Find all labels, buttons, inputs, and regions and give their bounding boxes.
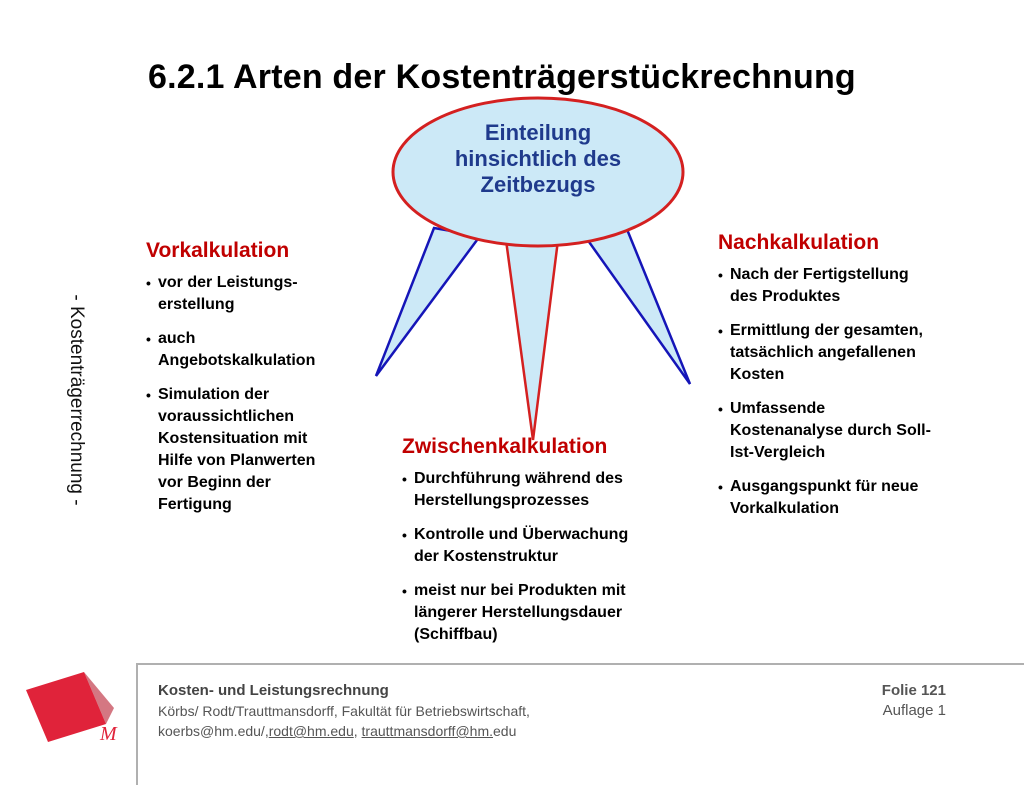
slide-number: Folie 121 xyxy=(881,682,946,699)
zwischenkalkulation-heading: Zwischenkalkulation xyxy=(402,435,608,458)
spike-nachkalkulation xyxy=(582,222,690,384)
edition-label: Auflage 1 xyxy=(882,702,946,719)
list-item: • Durchführung während des Herstellungsprozesses xyxy=(402,468,702,512)
center-ellipse-text: Einteilung hinsichtlich des Zeitbezugs xyxy=(454,120,622,197)
list-item: • Kontrolle und Überwachung der Kostenstruktur xyxy=(402,524,702,568)
hm-logo-icon xyxy=(20,668,130,748)
list-item: • Ermittlung der gesamten, tatsächlich angefallenen Kosten xyxy=(718,320,998,386)
list-item: • vor der Leistungs- erstellung xyxy=(146,272,366,316)
list-item: • Umfassende Kostenanalyse durch Soll- Ist-Vergleich xyxy=(718,398,998,464)
footer-emails xyxy=(158,721,530,741)
footer-email-koerbs: koerbs@hm.edu/, xyxy=(158,723,269,739)
footer-email-rodt-link[interactable]: rodt@hm.edu xyxy=(268,723,354,739)
vorkalkulation-block xyxy=(146,238,366,528)
side-label: - Kostenträgerrechnung - xyxy=(66,294,87,506)
list-item: • Ausgangspunkt für neue Vorkalkulation xyxy=(718,476,998,520)
list-item: • auch Angebotskalkulation xyxy=(146,328,366,372)
footer-email-suffix: edu xyxy=(493,723,517,739)
page-title: 6.2.1 Arten der Kostenträgerstückrechnung xyxy=(148,58,856,96)
zwischenkalkulation-block xyxy=(402,434,702,658)
spike-vorkalkulation xyxy=(376,228,480,376)
logo-letter: M xyxy=(100,723,117,745)
list-item: • Simulation der voraussichtlichen Kostensituation mit Hilfe von Planwerten vor Beginn der Fertigung xyxy=(146,384,366,516)
spike-zwischenkalkulation xyxy=(506,240,558,440)
vorkalkulation-list xyxy=(146,272,366,516)
footer-course: Kosten- und Leistungsrechnung xyxy=(158,682,389,699)
footer-email-trauttmansdorff-link[interactable]: trauttmansdorff@hm. xyxy=(361,723,493,739)
nachkalkulation-list xyxy=(718,264,998,520)
list-item: • Nach der Fertigstellung des Produktes xyxy=(718,264,998,308)
footer-slide-info xyxy=(860,681,946,721)
footer-authors: Körbs/ Rodt/Trauttmansdorff, Fakultät für Betriebswirtschaft, xyxy=(158,703,530,719)
zwischenkalkulation-list xyxy=(402,468,702,646)
vorkalkulation-heading: Vorkalkulation xyxy=(146,239,290,262)
footer-separator: , xyxy=(353,723,362,739)
footer-info xyxy=(158,681,530,741)
list-item: • meist nur bei Produkten mit längerer Herstellungsdauer (Schiffbau) xyxy=(402,580,702,646)
nachkalkulation-heading: Nachkalkulation xyxy=(718,231,880,254)
nachkalkulation-block xyxy=(718,230,998,532)
